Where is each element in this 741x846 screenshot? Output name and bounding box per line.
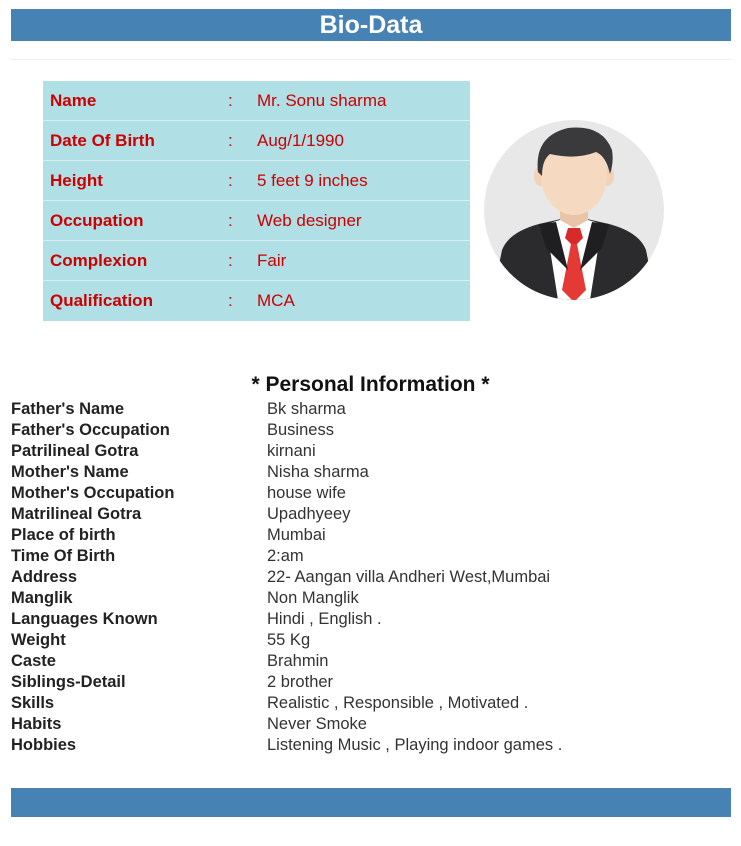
personal-details [11, 399, 731, 756]
section-title: * Personal Information * [251, 373, 490, 396]
detail-label: Address [11, 568, 78, 586]
detail-label: Habits [11, 715, 62, 733]
detail-value: Mumbai [267, 526, 326, 544]
page-title: Bio-Data [319, 11, 423, 39]
detail-label: Patrilineal Gotra [11, 442, 139, 460]
detail-value: Brahmin [267, 652, 329, 670]
summary-separator: : [228, 130, 233, 150]
detail-row [11, 504, 731, 525]
detail-label: Mother's Name [11, 463, 129, 481]
detail-value: Bk sharma [267, 400, 346, 418]
summary-value: Aug/1/1990 [257, 130, 344, 150]
detail-value: Realistic , Responsible , Motivated . [267, 694, 529, 712]
summary-label: Qualification [50, 291, 153, 310]
detail-row [11, 609, 731, 630]
detail-label: Father's Occupation [11, 421, 170, 439]
detail-label: Matrilineal Gotra [11, 505, 142, 523]
detail-value: 2:am [267, 547, 304, 565]
summary-label: Occupation [50, 210, 144, 230]
detail-value: 2 brother [267, 673, 334, 691]
detail-label: Father's Name [11, 400, 125, 418]
summary-label: Complexion [50, 250, 148, 270]
detail-row [11, 420, 731, 441]
summary-value: Web designer [257, 210, 362, 230]
detail-label: Caste [11, 652, 56, 670]
summary-table [43, 81, 470, 321]
detail-row [11, 714, 731, 735]
detail-row [11, 567, 731, 588]
profile-avatar-icon [484, 120, 664, 300]
detail-row [11, 735, 731, 756]
summary-label: Height [50, 170, 103, 190]
detail-label: Hobbies [11, 736, 77, 754]
detail-value: house wife [267, 484, 346, 502]
summary-separator: : [228, 170, 233, 190]
detail-row [11, 483, 731, 504]
summary-value: MCA [257, 291, 295, 310]
summary-row [43, 81, 470, 121]
detail-value: 55 Kg [267, 631, 311, 649]
detail-value: 22- Aangan villa Andheri West,Mumbai [267, 568, 551, 586]
summary-separator: : [228, 291, 233, 310]
detail-label: Siblings-Detail [11, 673, 126, 691]
summary-label: Date Of Birth [50, 130, 155, 150]
summary-label: Name [50, 90, 97, 110]
divider [11, 59, 731, 60]
detail-value: Business [267, 421, 334, 439]
detail-row [11, 399, 731, 420]
detail-value: kirnani [267, 442, 316, 460]
detail-row [11, 672, 731, 693]
footer-contact: bksharma@gmail.com Contact No.9999999999 [152, 820, 601, 842]
summary-separator: : [228, 90, 233, 110]
detail-row [11, 546, 731, 567]
summary-row [43, 201, 470, 241]
detail-row [11, 525, 731, 546]
detail-row [11, 462, 731, 483]
summary-row [43, 241, 470, 281]
detail-row [11, 588, 731, 609]
summary-value: Mr. Sonu sharma [257, 90, 387, 110]
detail-label: Place of birth [11, 526, 116, 544]
summary-separator: : [228, 250, 233, 270]
detail-value: Nisha sharma [267, 463, 369, 481]
summary-value: 5 feet 9 inches [257, 170, 368, 190]
detail-row [11, 693, 731, 714]
detail-label: Manglik [11, 589, 73, 607]
detail-value: Upadhyeey [267, 505, 351, 523]
detail-label: Weight [11, 631, 66, 649]
detail-label: Time Of Birth [11, 547, 116, 565]
footer-contact-bar [11, 788, 731, 842]
detail-row [11, 630, 731, 651]
summary-row [43, 121, 470, 161]
detail-row [11, 441, 731, 462]
detail-label: Mother's Occupation [11, 484, 175, 502]
detail-row [11, 651, 731, 672]
detail-value: Hindi , English . [267, 610, 382, 628]
detail-value: Non Manglik [267, 589, 359, 607]
detail-label: Languages Known [11, 610, 158, 628]
page-title-bar [11, 9, 731, 41]
summary-separator: : [228, 210, 233, 230]
summary-row [43, 161, 470, 201]
summary-row [43, 281, 470, 321]
detail-value: Never Smoke [267, 715, 367, 733]
detail-value: Listening Music , Playing indoor games . [267, 736, 563, 754]
summary-value: Fair [257, 250, 287, 270]
detail-label: Skills [11, 694, 55, 712]
